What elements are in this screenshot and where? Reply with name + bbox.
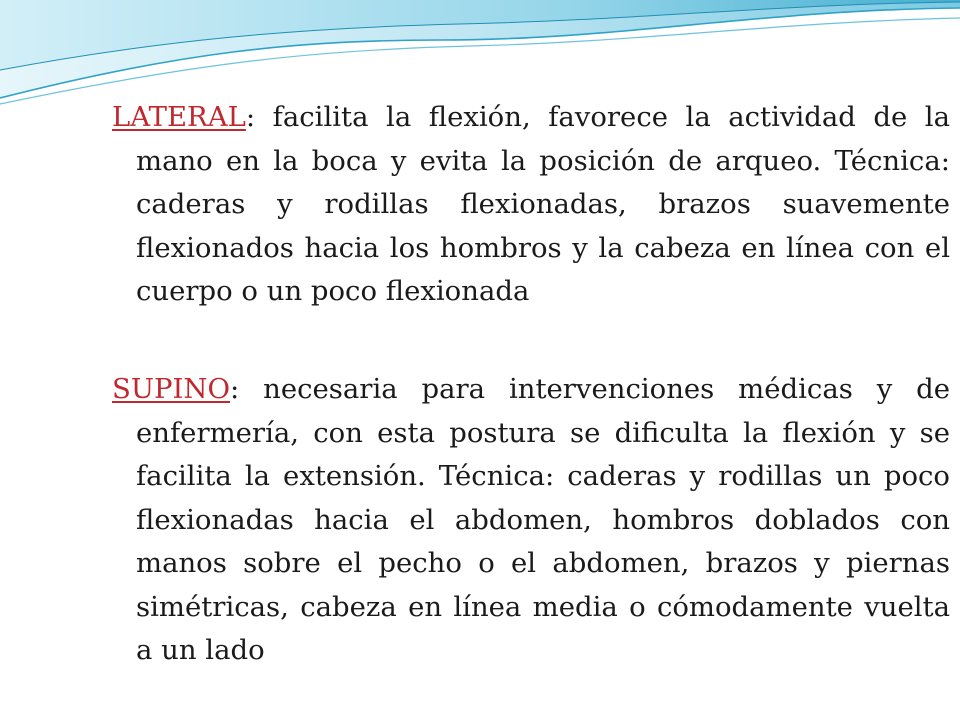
paragraph-lateral-text: facilita la flexión, favorece la actividad de la mano en la boca y evita la posición de arqueo. Técnica: caderas y rodillas flexionadas, brazos suavemente flexionados hacia los hombros y la cabeza en línea con el cuerpo o un poco flexionada xyxy=(136,101,950,307)
term-separator: : xyxy=(245,101,256,133)
paragraph-supino-text: necesaria para intervenciones médicas y de enfermería, con esta postura se dificulta la flexión y se facilita la extensión. Técnica: caderas y rodillas un poco flexionadas hacia el abdomen, hombros doblados con manos sobre el pecho o el abdomen, brazos y piernas simétricas, cabeza en línea media o cómodamente vuelta a un lado xyxy=(136,373,950,666)
paragraph-lateral xyxy=(112,96,950,314)
term-separator: : xyxy=(230,373,240,405)
term-supino: SUPINO xyxy=(112,373,230,405)
paragraph-supino xyxy=(112,368,950,673)
decorative-wave-header xyxy=(0,0,960,110)
term-lateral: LATERAL xyxy=(112,101,246,133)
